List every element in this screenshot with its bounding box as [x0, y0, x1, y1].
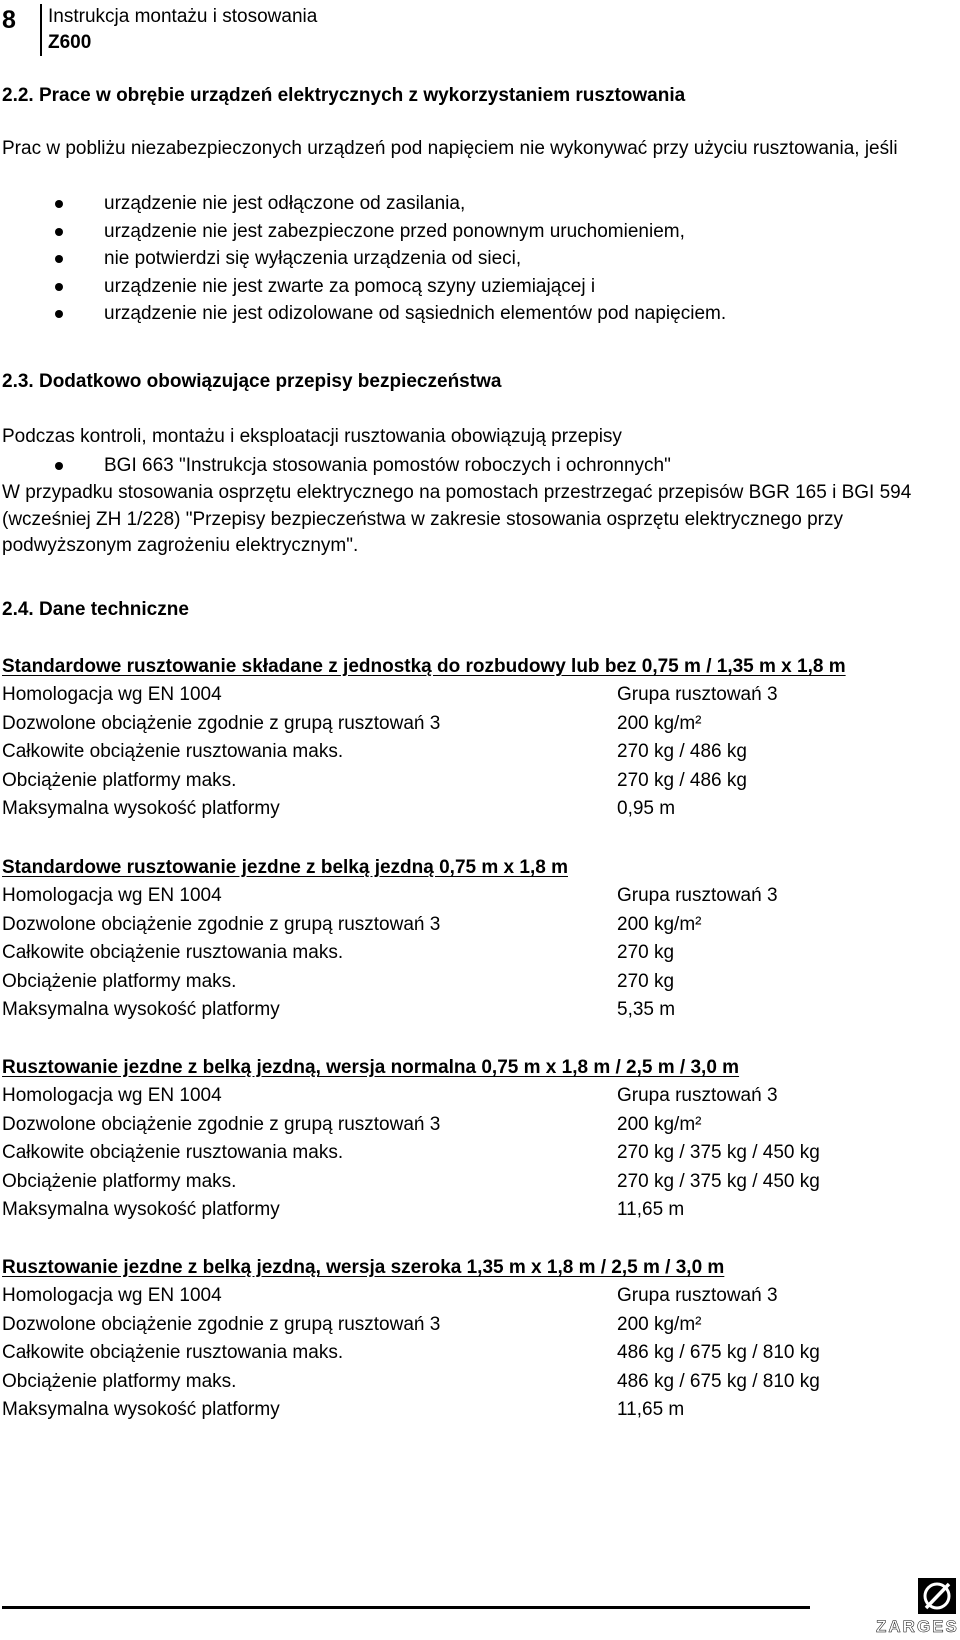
bullet-icon	[55, 200, 63, 208]
table-row: Homologacja wg EN 1004 Grupa rusztowań 3	[2, 684, 778, 705]
section-2-3-paragraph: W przypadku stosowania osprzętu elektrycznego na pomostach przestrzegać przepisów BGR 165 i BGI 594 (wcześniej ZH 1/228) "Przepisy bezpieczeństwa w zakresie stosowania osprzętu elektrycznego przy podwyższonym zagrożeniu elektrycznym".	[2, 482, 912, 556]
list-item: urządzenie nie jest odizolowane od sąsiednich elementów pod napięciem.	[0, 300, 726, 328]
table-row: Obciążenie platformy maks. 486 kg / 675 kg / 810 kg	[2, 1370, 820, 1392]
list-item: urządzenie nie jest odłączone od zasilania,	[0, 190, 726, 218]
table-row: Homologacja wg EN 1004 Grupa rusztowań 3	[2, 885, 778, 906]
document-title: Instrukcja montażu i stosowania	[48, 6, 318, 27]
table-row: Maksymalna wysokość platformy 0,95 m	[2, 798, 676, 819]
page-number: 8	[2, 6, 16, 34]
table-row: Maksymalna wysokość platformy 11,65 m	[2, 1199, 685, 1220]
table-row: Całkowite obciążenie rusztowania maks. 270 kg	[2, 942, 675, 963]
section-2-3-bullet-list	[0, 452, 671, 480]
zarges-logo-mark	[918, 1578, 956, 1614]
spec-table-title: Standardowe rusztowanie jezdne z belką jezdną 0,75 m x 1,8 m	[2, 857, 568, 878]
bullet-icon	[55, 310, 63, 318]
table-row: Dozwolone obciążenie zgodnie z grupą rusztowań 3 200 kg/m²	[2, 1113, 702, 1135]
list-item: urządzenie nie jest zwarte za pomocą szyny uziemiającej i	[0, 273, 726, 301]
spec-table	[2, 1282, 942, 1425]
footer-rule	[2, 1606, 810, 1609]
spec-table	[2, 1082, 942, 1225]
list-item: urządzenie nie jest zabezpieczone przed ponownym uruchomieniem,	[0, 218, 726, 246]
list-item: nie potwierdzi się wyłączenia urządzenia od sieci,	[0, 245, 726, 273]
spec-table-title: Standardowe rusztowanie składane z jednostką do rozbudowy lub bez 0,75 m / 1,35 m x 1,8 m	[2, 656, 846, 677]
table-row: Obciążenie platformy maks. 270 kg	[2, 970, 675, 992]
table-row: Całkowite obciążenie rusztowania maks. 270 kg / 486 kg	[2, 741, 747, 762]
table-row: Maksymalna wysokość platformy 5,35 m	[2, 999, 676, 1020]
table-row: Obciążenie platformy maks. 270 kg / 486 kg	[2, 769, 747, 791]
spec-table-title: Rusztowanie jezdne z belką jezdną, wersja szeroka 1,35 m x 1,8 m / 2,5 m / 3,0 m	[2, 1257, 725, 1278]
zarges-logo-icon	[918, 1578, 956, 1614]
table-row: Całkowite obciążenie rusztowania maks. 486 kg / 675 kg / 810 kg	[2, 1342, 820, 1363]
table-row: Homologacja wg EN 1004 Grupa rusztowań 3	[2, 1285, 778, 1306]
list-item: BGI 663 "Instrukcja stosowania pomostów roboczych i ochronnych"	[0, 452, 671, 480]
spec-table	[2, 882, 942, 1025]
section-title-2-3: 2.3. Dodatkowo obowiązujące przepisy bezpieczeństwa	[2, 371, 502, 392]
table-row: Całkowite obciążenie rusztowania maks. 270 kg / 375 kg / 450 kg	[2, 1142, 820, 1163]
table-row: Maksymalna wysokość platformy 11,65 m	[2, 1399, 685, 1420]
bullet-icon	[55, 462, 63, 470]
bullet-icon	[55, 283, 63, 291]
model-name: Z600	[48, 32, 92, 53]
table-row: Homologacja wg EN 1004 Grupa rusztowań 3	[2, 1085, 778, 1106]
section-title-2-4: 2.4. Dane techniczne	[2, 599, 189, 620]
table-row: Dozwolone obciążenie zgodnie z grupą rusztowań 3 200 kg/m²	[2, 913, 702, 935]
header-divider	[40, 4, 42, 56]
section-2-2-intro: Prac w pobliżu niezabezpieczonych urządzeń pod napięciem nie wykonywać przy użyciu rusztowania, jeśli	[2, 138, 898, 159]
table-row: Obciążenie platformy maks. 270 kg / 375 kg / 450 kg	[2, 1170, 820, 1192]
section-2-3-intro: Podczas kontroli, montażu i eksploatacji rusztowania obowiązują przepisy	[2, 426, 622, 447]
section-2-2-bullet-list	[0, 190, 726, 328]
brand-name: ZARGES	[876, 1617, 959, 1636]
bullet-icon	[55, 228, 63, 236]
table-row: Dozwolone obciążenie zgodnie z grupą rusztowań 3 200 kg/m²	[2, 712, 702, 734]
table-row: Dozwolone obciążenie zgodnie z grupą rusztowań 3 200 kg/m²	[2, 1313, 702, 1335]
section-title-2-2: 2.2. Prace w obrębie urządzeń elektrycznych z wykorzystaniem rusztowania	[2, 85, 686, 106]
spec-table	[2, 681, 942, 824]
bullet-icon	[55, 255, 63, 263]
spec-table-title: Rusztowanie jezdne z belką jezdną, wersja normalna 0,75 m x 1,8 m / 2,5 m / 3,0 m	[2, 1057, 740, 1078]
